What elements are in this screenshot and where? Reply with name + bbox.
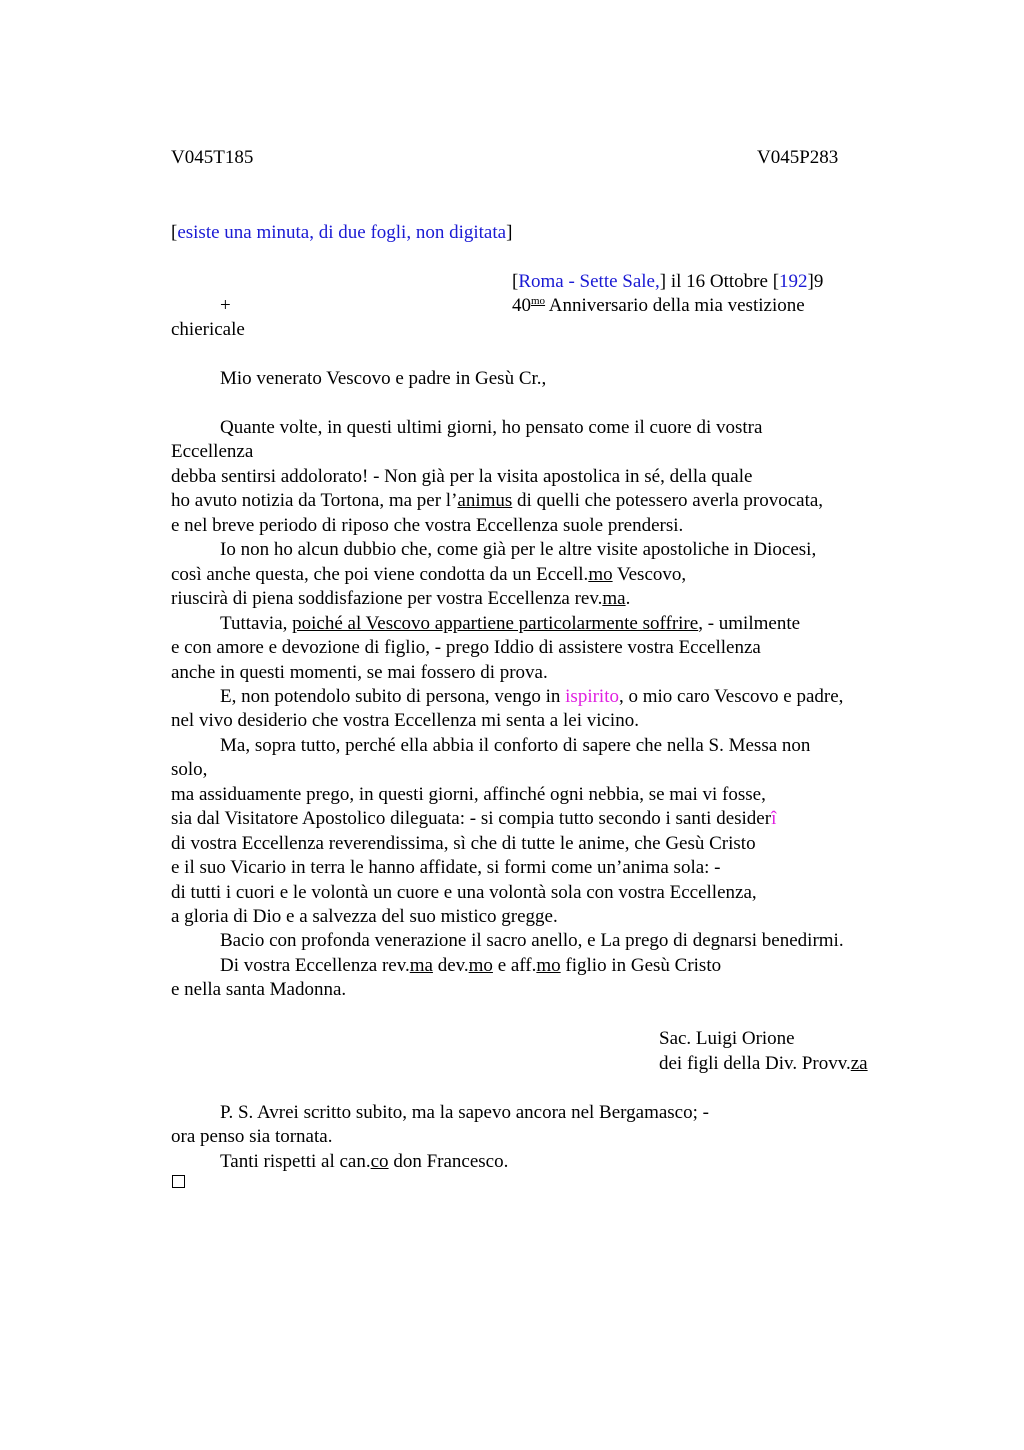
doc-code-left: V045T185	[171, 147, 254, 168]
body-line: Di vostra Eccellenza rev.ma dev.mo e aff.mo figlio in Gesù Cristo	[220, 955, 722, 976]
salutation: Mio venerato Vescovo e padre in Gesù Cr.,	[220, 368, 547, 389]
body-line: Ma, sopra tutto, perché ella abbia il conforto di sapere che nella S. Messa non	[220, 735, 811, 756]
body-line: riuscirà di piena soddisfazione per vostra Eccellenza rev.ma.	[171, 588, 631, 609]
cross-mark: +	[220, 295, 231, 316]
body-line: ho avuto notizia da Tortona, ma per l’animus di quelli che potessero averla provocata,	[171, 490, 824, 511]
body-line: ma assiduamente prego, in questi giorni, affinché ogni nebbia, se mai vi fosse,	[171, 784, 766, 805]
body-line: di vostra Eccellenza reverendissima, sì che di tutte le anime, che Gesù Cristo	[171, 833, 756, 854]
body-line: e nel breve periodo di riposo che vostra Eccellenza suole prendersi.	[171, 515, 684, 536]
body-line: di tutti i cuori e le volontà un cuore e una volontà sola con vostra Eccellenza,	[171, 882, 757, 903]
body-line: a gloria di Dio e a salvezza del suo mistico gregge.	[171, 906, 558, 927]
postscript-line: P. S. Avrei scritto subito, ma la sapevo ancora nel Bergamasco; -	[220, 1102, 709, 1123]
postscript-line: Tanti rispetti al can.co don Francesco.	[220, 1151, 509, 1172]
body-line: anche in questi momenti, se mai fossero di prova.	[171, 662, 548, 683]
body-line: così anche questa, che poi viene condotta da un Eccell.mo Vescovo,	[171, 564, 687, 585]
editorial-note-text: esiste una minuta, di due fogli, non digitata	[177, 222, 507, 243]
signature-name: Sac. Luigi Orione	[659, 1028, 795, 1049]
dateline-place: Roma - Sette Sale,	[518, 271, 660, 292]
anniversary-line-cont: chiericale	[171, 319, 245, 340]
body-line: e il suo Vicario in terra le hanno affidate, si formi come un’anima sola: -	[171, 857, 721, 878]
body-line: Eccellenza	[171, 441, 254, 462]
body-line: e con amore e devozione di figlio, - prego Iddio di assistere vostra Eccellenza	[171, 637, 761, 658]
body-line: Tuttavia, poiché al Vescovo appartiene particolarmente soffrire, - umilmente	[220, 613, 801, 634]
end-square-icon	[172, 1175, 185, 1188]
doc-code-right: V045P283	[757, 147, 839, 168]
body-line: Io non ho alcun dubbio che, come già per le altre visite apostoliche in Diocesi,	[220, 539, 817, 560]
body-line: E, non potendolo subito di persona, vengo in ispirito, o mio caro Vescovo e padre,	[220, 686, 844, 707]
postscript-line: ora penso sia tornata.	[171, 1126, 333, 1147]
body-line: debba sentirsi addolorato! - Non già per la visita apostolica in sé, della quale	[171, 466, 753, 487]
body-line: sia dal Visitatore Apostolico dileguata: - si compia tutto secondo i santi desiderî	[171, 808, 777, 829]
body-line: nel vivo desiderio che vostra Eccellenza mi senta a lei vicino.	[171, 710, 639, 731]
signature-congregation: dei figli della Div. Provv.za	[659, 1053, 868, 1074]
body-line: Quante volte, in questi ultimi giorni, ho pensato come il cuore di vostra	[220, 417, 763, 438]
dateline: [Roma - Sette Sale,] il 16 Ottobre [192]9	[512, 271, 824, 292]
dateline-year: 192	[779, 271, 808, 292]
anniversary-line: $40^{mo}$ Anniversario della mia vestizione	[512, 295, 805, 316]
editorial-note: [esiste una minuta, di due fogli, non digitata]	[171, 222, 513, 243]
body-line: solo,	[171, 759, 208, 780]
body-line: Bacio con profonda venerazione il sacro anello, e La prego di degnarsi benedirmi.	[220, 930, 844, 951]
body-line: e nella santa Madonna.	[171, 979, 347, 1000]
